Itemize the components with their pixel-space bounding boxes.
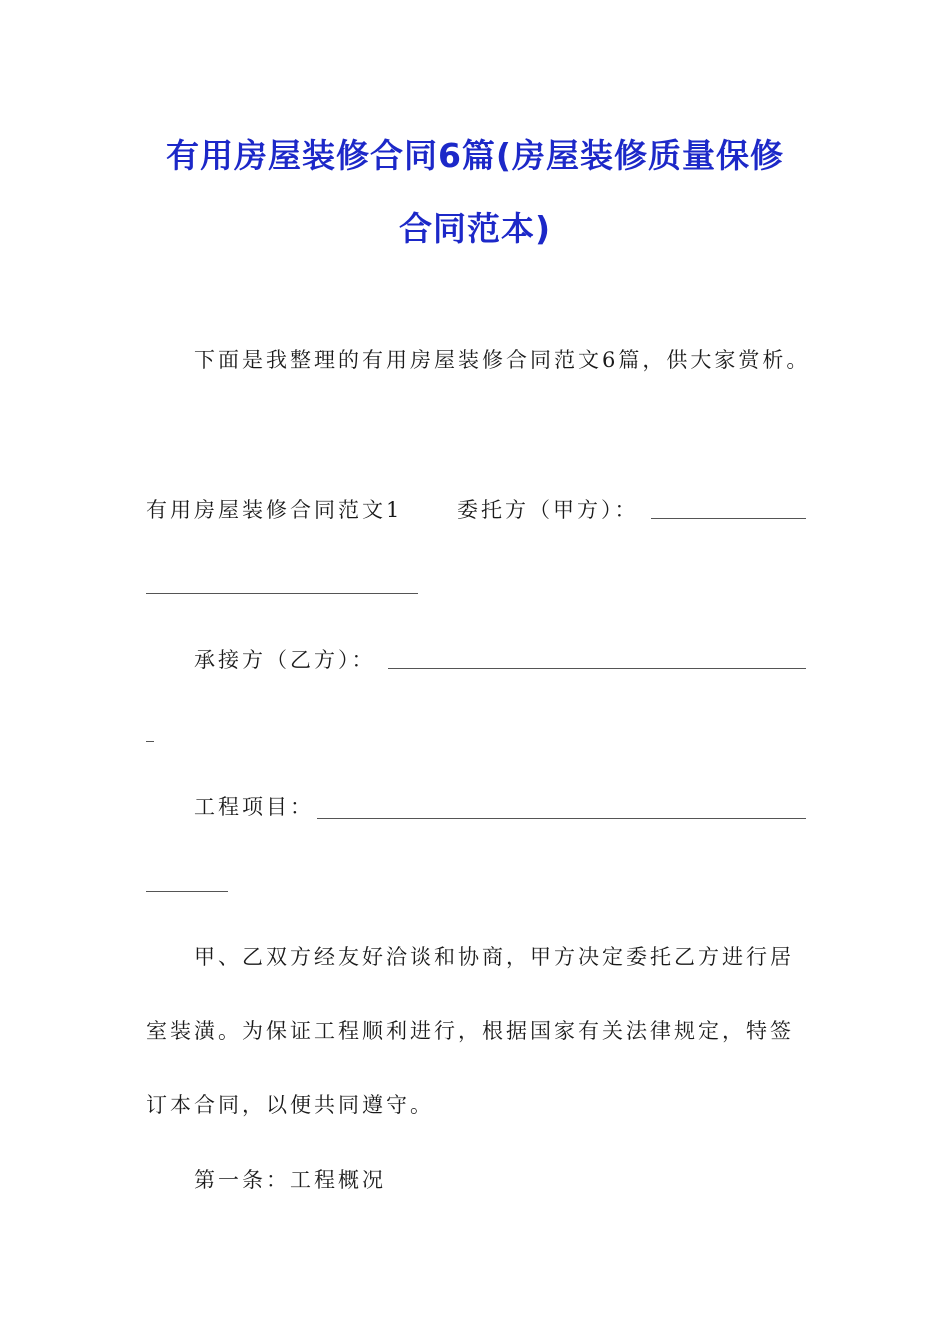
intro-text: 下面是我整理的有用房屋装修合同范文6篇，供大家赏析。 bbox=[194, 348, 811, 372]
paragraph-line-2: 室装潢。为保证工程顺利进行，根据国家有关法律规定，特签 bbox=[146, 1019, 794, 1043]
paragraph-line-3: 订本合同，以便共同遵守。 bbox=[146, 1093, 434, 1117]
paragraph-line-1: 甲、乙双方经友好洽谈和协商，甲方决定委托乙方进行居 bbox=[194, 945, 794, 969]
party-a-blank-line-1 bbox=[651, 518, 806, 519]
party-a-blank-line-2 bbox=[146, 593, 418, 594]
document-title-line-2: 合同范本) bbox=[398, 209, 552, 248]
party-b-blank-line-2 bbox=[146, 741, 154, 742]
document-title-line-1: 有用房屋装修合同6篇(房屋装修质量保修 bbox=[165, 136, 785, 175]
contract-heading: 有用房屋装修合同范文1 bbox=[146, 498, 403, 522]
party-b-label: 承接方（乙方）： bbox=[194, 648, 376, 672]
project-blank-line-1 bbox=[317, 818, 806, 819]
project-blank-line-2 bbox=[146, 891, 228, 892]
article-1-heading: 第一条：工程概况 bbox=[194, 1168, 386, 1192]
party-a-label: 委托方（甲方）： bbox=[457, 498, 639, 522]
project-label: 工程项目： bbox=[194, 795, 314, 819]
party-b-blank-line-1 bbox=[388, 668, 806, 669]
